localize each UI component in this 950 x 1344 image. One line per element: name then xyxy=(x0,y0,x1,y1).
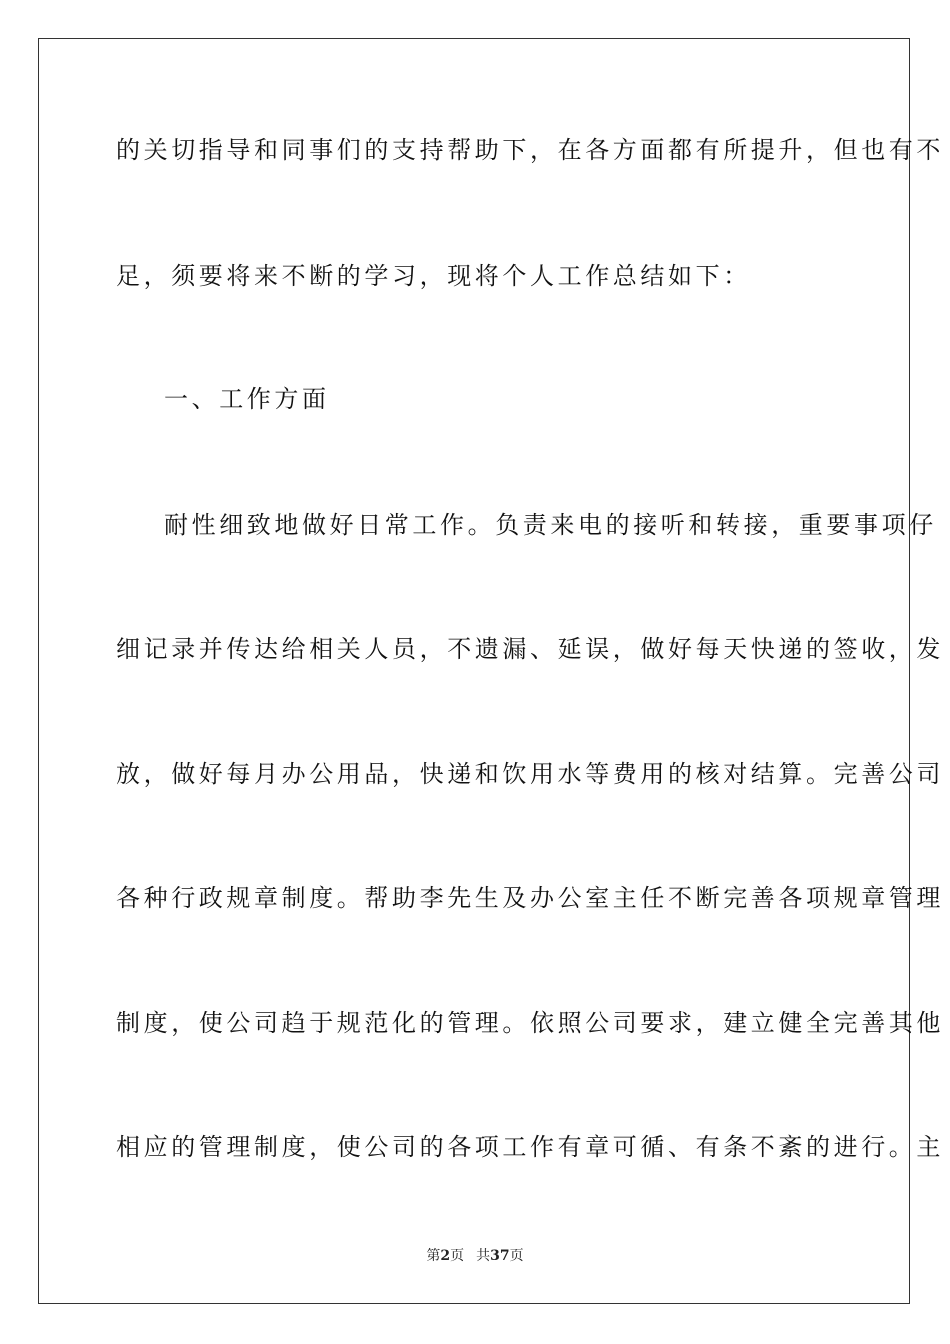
body-text-line-2: 足，须要将来不断的学习，现将个人工作总结如下： xyxy=(116,262,751,290)
body-text-line-7: 制度，使公司趋于规范化的管理。依照公司要求，建立健全完善其他 xyxy=(116,1009,944,1037)
body-text-line-1: 的关切指导和同事们的支持帮助下，在各方面都有所提升，但也有不 xyxy=(116,136,944,164)
page-footer xyxy=(0,1247,950,1265)
section-heading-work: 一、工作方面 xyxy=(164,385,330,413)
page-border xyxy=(38,38,944,1304)
body-text-line-5: 放，做好每月办公用品，快递和饮用水等费用的核对结算。完善公司 xyxy=(116,760,944,788)
body-text-line-3: 耐性细致地做好日常工作。负责来电的接听和转接，重要事项仔 xyxy=(164,511,937,539)
body-text-line-6: 各种行政规章制度。帮助李先生及办公室主任不断完善各项规章管理 xyxy=(116,884,944,912)
footer-total-suffix: 页 xyxy=(509,1248,524,1264)
body-text-line-4: 细记录并传达给相关人员，不遗漏、延误，做好每天快递的签收，发 xyxy=(116,635,944,663)
body-text-line-8: 相应的管理制度，使公司的各项工作有章可循、有条不紊的进行。主 xyxy=(116,1133,944,1161)
footer-page-prefix: 第 xyxy=(426,1248,441,1264)
footer-page-number: 2 xyxy=(440,1248,451,1264)
footer-total-pages: 37 xyxy=(490,1248,510,1264)
footer-page-suffix: 页 xyxy=(450,1248,465,1264)
footer-total-prefix: 共 xyxy=(476,1248,491,1264)
